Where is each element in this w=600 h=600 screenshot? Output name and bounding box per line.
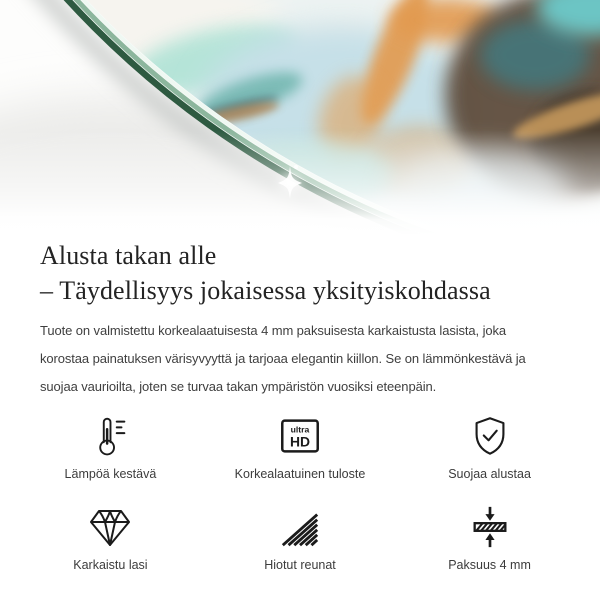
thermometer-icon	[87, 413, 133, 459]
feature-label: Lämpöä kestävä	[64, 467, 157, 481]
glass-plate-illustration	[0, 0, 600, 235]
feature-label: Korkealaatuinen tuloste	[234, 467, 366, 481]
feature-label: Hiotut reunat	[264, 558, 336, 572]
svg-text:HD: HD	[289, 433, 311, 450]
feature-heat-resistant	[28, 413, 193, 482]
diamond-icon	[86, 504, 134, 550]
product-text-block	[0, 235, 600, 573]
feature-polished-edges	[193, 504, 407, 573]
feature-label: Suojaa alustaa	[448, 467, 531, 481]
thickness-icon	[467, 504, 513, 550]
product-description: Tuote on valmistettu korkealaatuisesta 4 mm paksuisesta karkaistusta lasista, joka korostaa painatuksen värisyvyyttä ja tarjoaa elegantin kiillon. Se on lämmönkestävä ja suojaa vaurioilta, joten se turvaa takan ympäristön vuosiksi eteenpäin.	[40, 323, 526, 394]
feature-protects-surface	[407, 413, 572, 482]
ultra-hd-icon	[277, 413, 323, 459]
feature-grid	[28, 413, 572, 573]
svg-text:ultra: ultra	[290, 424, 310, 435]
page-title	[40, 238, 560, 308]
page-title-line1: Alusta takan alle	[40, 241, 217, 270]
feature-thickness	[407, 504, 572, 573]
page-title-line2: – Täydellisyys jokaisessa yksityiskohdassa	[40, 276, 491, 305]
feature-label: Paksuus 4 mm	[448, 558, 531, 572]
feature-label: Karkaistu lasi	[73, 558, 148, 572]
feature-tempered-glass	[28, 504, 193, 573]
polished-edge-icon	[277, 504, 323, 550]
shield-check-icon	[467, 413, 513, 459]
feature-high-quality-print	[193, 413, 407, 482]
product-image	[0, 0, 600, 235]
